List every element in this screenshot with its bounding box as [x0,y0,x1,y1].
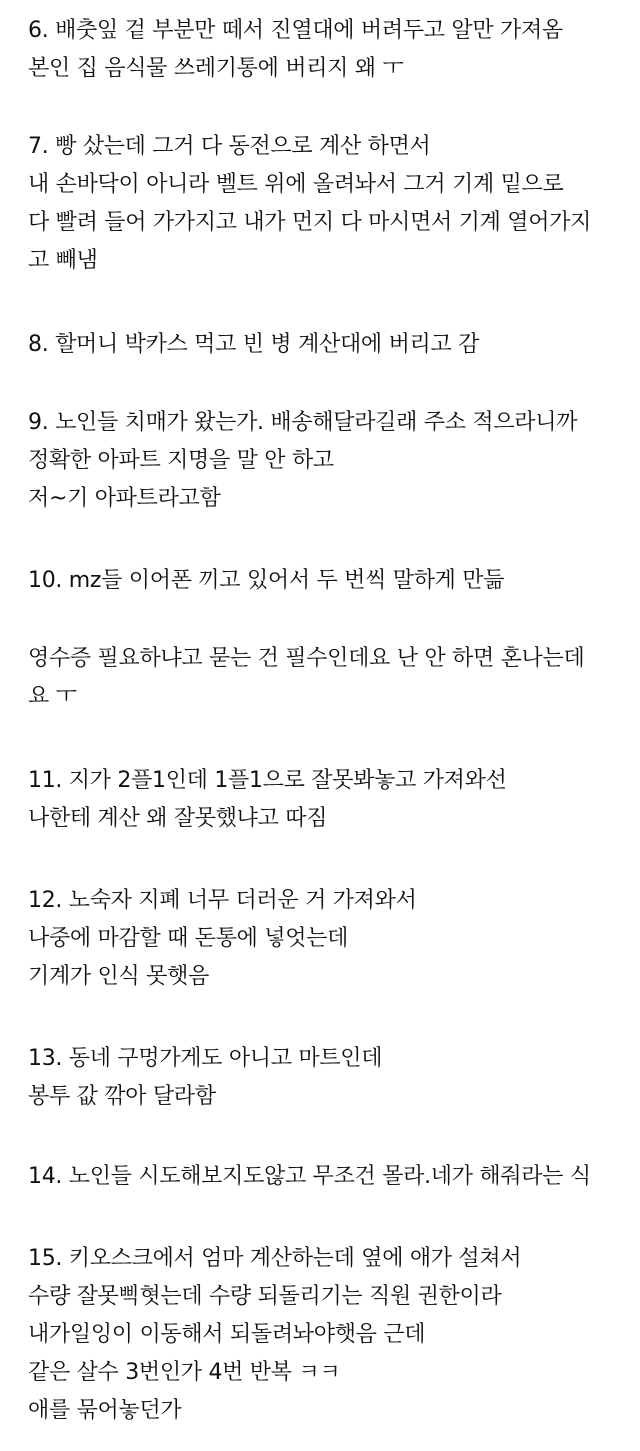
text-line: 6. 배춧잎 겉 부분만 떼서 진열대에 버려두고 알만 가져옴 [28,18,563,43]
text-line: 14. 노인들 시도해보지도않고 무조건 몰라.네가 해줘라는 식 [28,1164,591,1189]
text-line: 봉투 값 깎아 달라함 [28,1084,216,1109]
text-line: 내가일잉이 이동해서 되돌려놔야햇음 근데 [28,1322,426,1347]
text-line: 11. 지가 2플1인데 1플1으로 잘못봐놓고 가져와선 [28,768,507,793]
text-line: 15. 키오스크에서 엄마 계산하는데 옆에 애가 설쳐서 [28,1246,522,1271]
text-line: 13. 동네 구멍가게도 아니고 마트인데 [28,1046,383,1071]
text-line: 10. mz들 이어폰 끼고 있어서 두 번씩 말하게 만듦 [28,568,505,593]
text-line: 본인 집 음식물 쓰레기통에 버리지 왜 ㅜ [28,56,404,81]
text-line: 내 손바닥이 아니라 벨트 위에 올려놔서 그거 기계 밑으로 [28,172,564,197]
text-line: 저~기 아파트라고함 [28,486,221,511]
text-line: 고 빼냄 [28,248,98,273]
text-line: 애를 묶어놓던가 [28,1398,182,1423]
text-line: 수량 잘못삑혓는데 수량 되돌리기는 직원 권한이라 [28,1284,502,1309]
text-line: 다 빨려 들어 가가지고 내가 먼지 다 마시면서 기계 열어가지 [28,210,592,235]
text-line: 7. 빵 샀는데 그거 다 동전으로 계산 하면서 [28,134,431,159]
text-line: 같은 살수 3번인가 4번 반복 ㅋㅋ [28,1360,341,1385]
text-line: 나중에 마감할 때 돈통에 넣엇는데 [28,926,349,951]
text-line: 9. 노인들 치매가 왔는가. 배송해달라길래 주소 적으라니까 [28,410,578,435]
text-line: 8. 할머니 박카스 먹고 빈 병 계산대에 버리고 감 [28,332,480,357]
text-line: 요 ㅜ [28,684,77,709]
text-line: 영수증 필요하냐고 묻는 건 필수인데요 난 안 하면 혼나는데 [28,646,585,671]
text-line: 12. 노숙자 지폐 너무 더러운 거 가져와서 [28,888,417,913]
text-line: 나한테 계산 왜 잘못했냐고 따짐 [28,806,328,831]
text-line: 기계가 인식 못햇음 [28,964,210,989]
text-line: 정확한 아파트 지명을 말 안 하고 [28,448,334,473]
